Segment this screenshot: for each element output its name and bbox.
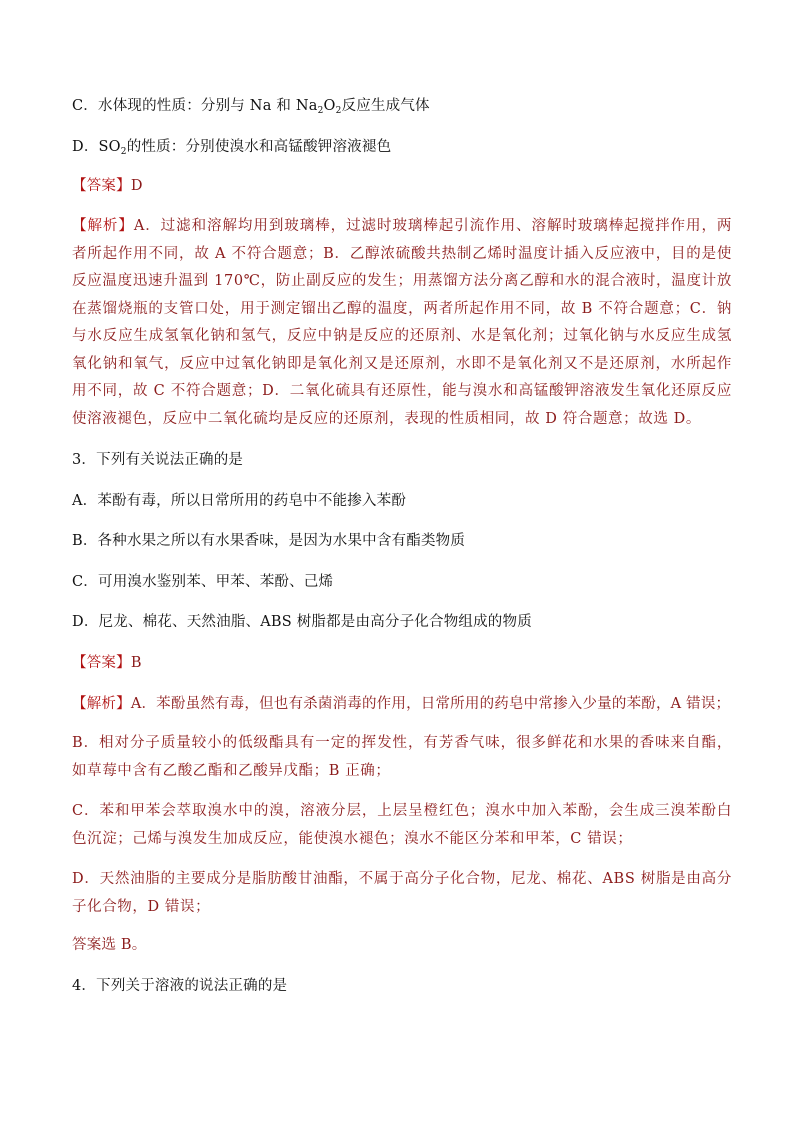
q2-answer-value: D	[130, 178, 143, 194]
q3-analysis-tag: 【解析】	[72, 696, 131, 712]
q4-stem: 4．下列关于溶液的说法正确的是	[72, 978, 288, 994]
q2-answer	[72, 176, 732, 196]
q3-analysis-d: D．天然油脂的主要成分是脂肪酸甘油酯，不属于高分子化合物，尼龙、棉花、ABS 树脂是由高分子化合物，D 错误；	[72, 871, 732, 915]
q3-option-b: B．各种水果之所以有水果香味，是因为水果中含有酯类物质	[72, 533, 466, 549]
q2-option-c-pre: C．水体现的性质：分别与 Na 和 Na	[72, 98, 318, 114]
q2-option-d	[72, 137, 732, 157]
q2-analysis-tag: 【解析】	[72, 218, 134, 234]
q3-analysis-b: B．相对分子质量较小的低级酯具有一定的挥发性，有芳香气味，很多鲜花和水果的香味来自酯，如草莓中含有乙酸乙酯和乙酸异戊酯；B 正确；	[72, 735, 732, 779]
q3-answer-value: B	[130, 655, 142, 671]
q3-option-c: C．可用溴水鉴别苯、甲苯、苯酚、己烯	[72, 574, 334, 590]
q3-analysis-a-text: A．苯酚虽然有毒，但也有杀菌消毒的作用，日常所用的药皂中常掺入少量的苯酚，A 错误；	[130, 696, 731, 712]
q2-option-c-sub2: 2	[335, 106, 342, 116]
q2-option-c	[72, 96, 732, 116]
q2-option-c-mid: O	[323, 98, 336, 114]
q2-analysis-text: A．过滤和溶解均用到玻璃棒，过滤时玻璃棒起引流作用、溶解时玻璃棒起搅拌作用，两者所起作用不同，故 A 不符合题意；B．乙醇浓硫酸共热制乙烯时温度计插入反应液中，目的是使反应温度迅速升温到 170℃，防止副反应的发生；用蒸馏方法分离乙醇和水的混合液时，温度计放在蒸馏烧瓶的支管口处，用于测定镏出乙醇的温度，两者所起作用不同，故 B 不符合题意；C．钠与水反应生成氢氧化钠和氢气，反应中钠是反应的还原剂、水是氧化剂；过氧化钠与水反应生成氢氧化钠和氧气，反应中过氧化钠即是氧化剂又是还原剂，水即不是氧化剂又不是还原剂，水所起作用不同，故 C 不符合题意；D．二氧化硫具有还原性，能与溴水和高锰酸钾溶液发生氧化还原反应使溶液褪色，反应中二氧化硫均是反应的还原剂，表现的性质相同，故 D 符合题意；故选 D。	[72, 218, 732, 427]
q2-option-c-post: 反应生成气体	[341, 98, 430, 114]
q3-answer	[72, 653, 732, 673]
q3-analysis-c: C．苯和甲苯会萃取溴水中的溴，溶液分层，上层呈橙红色；溴水中加入苯酚，会生成三溴苯酚白色沉淀；己烯与溴发生加成反应，能使溴水褪色；溴水不能区分苯和甲苯，C 错误；	[72, 803, 732, 847]
q2-answer-tag: 【答案】	[72, 178, 131, 194]
q2-option-d-sub1: 2	[120, 147, 127, 157]
q3-option-a: A．苯酚有毒，所以日常所用的药皂中不能掺入苯酚	[72, 493, 407, 509]
q3-analysis-a	[72, 694, 732, 714]
q3-stem: 3．下列有关说法正确的是	[72, 452, 244, 468]
q3-option-d: D．尼龙、棉花、天然油脂、ABS 树脂都是由高分子化合物组成的物质	[72, 614, 532, 630]
q2-option-d-pre: D．SO	[72, 139, 121, 155]
q2-option-c-sub1: 2	[317, 106, 324, 116]
q3-conclusion: 答案选 B。	[72, 937, 147, 953]
q3-answer-tag: 【答案】	[72, 655, 131, 671]
q2-analysis	[72, 213, 732, 433]
q2-option-d-post: 的性质：分别使溴水和高锰酸钾溶液褪色	[126, 139, 392, 155]
